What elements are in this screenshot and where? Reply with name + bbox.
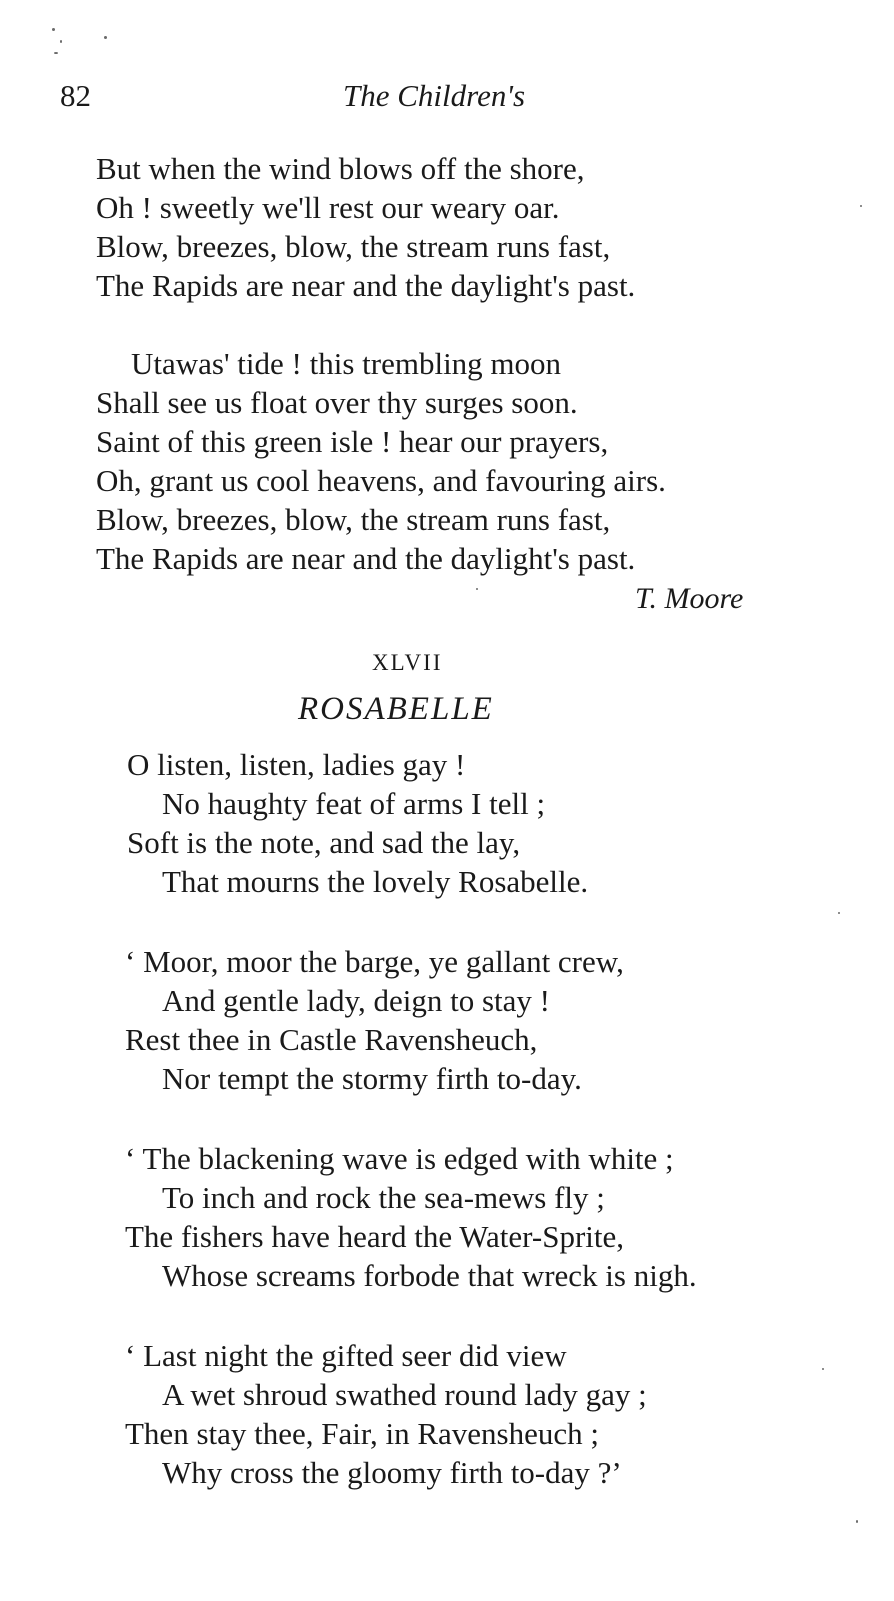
scan-speck — [838, 912, 840, 914]
scan-speck — [54, 52, 58, 54]
verse-line: Nor tempt the stormy firth to-day. — [162, 1061, 582, 1096]
verse-line: Soft is the note, and sad the lay, — [127, 825, 521, 860]
verse-line: That mourns the lovely Rosabelle. — [162, 864, 589, 899]
verse-line: The fishers have heard the Water-Sprite, — [125, 1219, 624, 1254]
verse-line: Rest thee in Castle Ravensheuch, — [125, 1022, 538, 1057]
verse-line: Then stay thee, Fair, in Ravensheuch ; — [125, 1416, 599, 1451]
verse-line: Oh, grant us cool heavens, and favouring airs. — [96, 463, 666, 498]
verse-line: A wet shroud swathed round lady gay ; — [162, 1377, 647, 1412]
page-header — [60, 78, 834, 122]
verse-line: And gentle lady, deign to stay ! — [162, 983, 550, 1018]
scan-speck — [860, 205, 862, 207]
verse-line: Utawas' tide ! this trembling moon — [131, 346, 562, 381]
verse-line: The Rapids are near and the daylight's past. — [96, 541, 636, 576]
verse-line: But when the wind blows off the shore, — [96, 151, 585, 186]
scan-speck — [52, 28, 55, 31]
verse-line: No haughty feat of arms I tell ; — [162, 786, 546, 821]
verse-line: Shall see us float over thy surges soon. — [96, 385, 578, 420]
poem-title: ROSABELLE — [298, 691, 494, 727]
verse-line: Blow, breezes, blow, the stream runs fast, — [96, 229, 611, 264]
verse-line: ‘ Last night the gifted seer did view — [125, 1338, 567, 1373]
scan-speck — [822, 1368, 824, 1370]
verse-line: Saint of this green isle ! hear our prayers, — [96, 424, 609, 459]
verse-line: ‘ The blackening wave is edged with white ; — [125, 1141, 674, 1176]
poem-attribution: T. Moore — [635, 582, 744, 615]
verse-line: Blow, breezes, blow, the stream runs fast, — [96, 502, 611, 537]
scan-speck — [104, 36, 107, 39]
verse-line: ‘ Moor, moor the barge, ye gallant crew, — [125, 944, 624, 979]
scan-speck — [856, 1520, 858, 1523]
running-head: The Children's — [343, 78, 526, 113]
page-number: 82 — [60, 78, 91, 113]
verse-line: Oh ! sweetly we'll rest our weary oar. — [96, 190, 560, 225]
verse-line: To inch and rock the sea-mews fly ; — [162, 1180, 605, 1215]
verse-line: Whose screams forbode that wreck is nigh. — [162, 1258, 697, 1293]
section-number: XLVII — [372, 650, 443, 675]
verse-line: The Rapids are near and the daylight's past. — [96, 268, 636, 303]
verse-line: Why cross the gloomy firth to-day ?’ — [162, 1455, 622, 1490]
scan-speck — [476, 588, 478, 590]
scan-speck — [60, 40, 62, 43]
verse-line: O listen, listen, ladies gay ! — [127, 747, 466, 782]
